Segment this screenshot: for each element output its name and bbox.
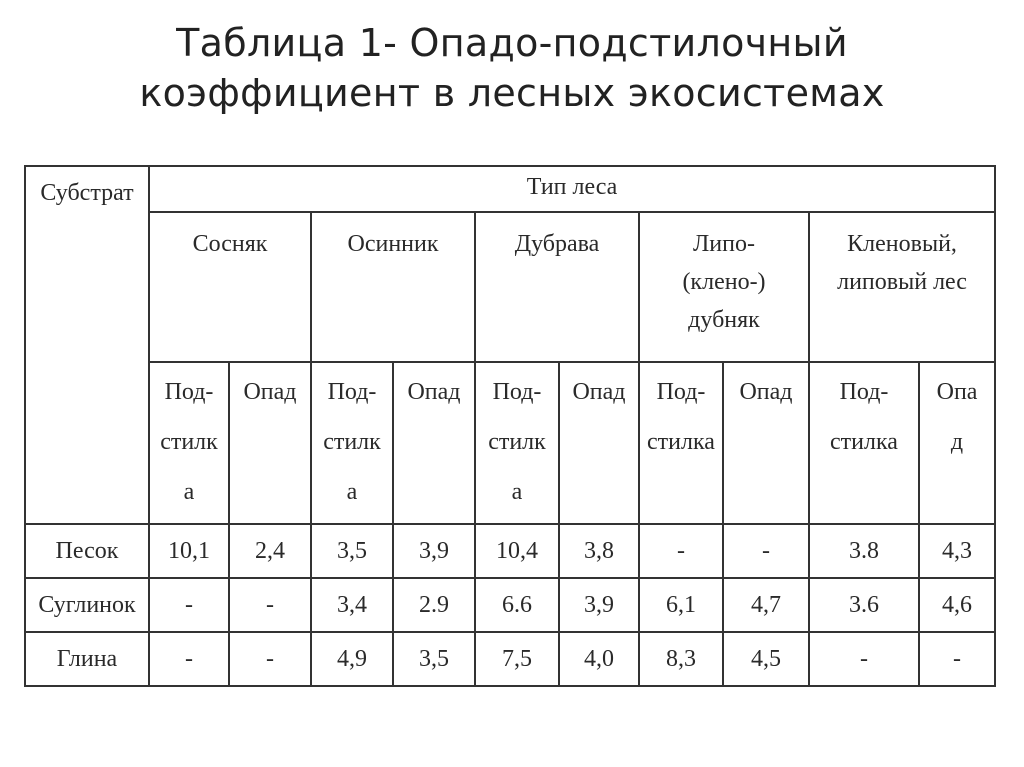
- subheader-line: а: [346, 479, 358, 505]
- forest-header-cell: Осинник: [311, 212, 475, 362]
- coefficient-table: [24, 165, 996, 687]
- substrate-header: Субстрат: [25, 166, 149, 524]
- table-cell: 4,5: [723, 632, 809, 686]
- row-label: Суглинок: [25, 578, 149, 632]
- subheader-cell: [919, 362, 995, 524]
- forest-header-cell: Сосняк: [149, 212, 311, 362]
- subheader-line: стилк: [160, 429, 218, 455]
- subheader-cell: [149, 362, 229, 524]
- subheader-cell: [393, 362, 475, 524]
- subheader-line: Опад: [243, 379, 297, 405]
- row-label: Песок: [25, 524, 149, 578]
- table-cell: -: [919, 632, 995, 686]
- subheader-cell: [723, 362, 809, 524]
- table-cell: 10,4: [475, 524, 559, 578]
- subheader-line: д: [950, 429, 964, 455]
- subheader-line: а: [183, 479, 195, 505]
- subheader-cell: [809, 362, 919, 524]
- row-label: Глина: [25, 632, 149, 686]
- table-row: [25, 632, 995, 686]
- table-cell: 3,5: [311, 524, 393, 578]
- table-cell: 3,5: [393, 632, 475, 686]
- table-cell: -: [723, 524, 809, 578]
- table-cell: 4,3: [919, 524, 995, 578]
- subheader-line: Под-: [839, 379, 889, 405]
- forest-header-cell: [639, 212, 809, 362]
- subheader-cell: [229, 362, 311, 524]
- subheader-line: Под-: [492, 379, 542, 405]
- coefficient-table-wrapper: [24, 165, 994, 675]
- table-cell: 2,4: [229, 524, 311, 578]
- forest-header-row: [25, 212, 995, 362]
- table-row: [25, 578, 995, 632]
- subheader-line: Опад: [407, 379, 461, 405]
- table-cell: 3.6: [809, 578, 919, 632]
- forest-header-cell: Дубрава: [475, 212, 639, 362]
- table-cell: -: [229, 578, 311, 632]
- subheader-cell: [639, 362, 723, 524]
- subheader-cell: [559, 362, 639, 524]
- subheader-cell: [475, 362, 559, 524]
- table-cell: 4,7: [723, 578, 809, 632]
- subheader-row: [25, 362, 995, 524]
- forest-header-line: липовый лес: [837, 269, 967, 295]
- table-cell: 6,1: [639, 578, 723, 632]
- forest-header-line: дубняк: [688, 307, 760, 333]
- table-cell: 3,9: [393, 524, 475, 578]
- table-cell: 4,9: [311, 632, 393, 686]
- subheader-line: Под-: [327, 379, 377, 405]
- subheader-line: стилка: [647, 429, 715, 455]
- table-cell: 8,3: [639, 632, 723, 686]
- table-cell: 3,8: [559, 524, 639, 578]
- subheader-line: стилка: [830, 429, 898, 455]
- table-cell: 6.6: [475, 578, 559, 632]
- forest-header-line: (клено-): [682, 269, 766, 295]
- subheader-line: Опа: [936, 379, 978, 405]
- table-cell: 3,4: [311, 578, 393, 632]
- subheader-line: а: [511, 479, 523, 505]
- forest-header-cell: [809, 212, 995, 362]
- table-cell: 7,5: [475, 632, 559, 686]
- subheader-line: Под-: [656, 379, 706, 405]
- subheader-line: Под-: [164, 379, 214, 405]
- table-cell: -: [229, 632, 311, 686]
- table-cell: 3.8: [809, 524, 919, 578]
- subheader-line: стилк: [323, 429, 381, 455]
- subheader-cell: [311, 362, 393, 524]
- subheader-line: Опад: [739, 379, 793, 405]
- forest-type-header: Тип леса: [149, 166, 995, 212]
- table-cell: -: [149, 578, 229, 632]
- subheader-line: Опад: [572, 379, 626, 405]
- table-row: [25, 524, 995, 578]
- slide-title-line-1: Таблица 1- Опадо-подстилочный: [176, 21, 848, 65]
- table-cell: -: [809, 632, 919, 686]
- table-cell: -: [149, 632, 229, 686]
- table-cell: 4,6: [919, 578, 995, 632]
- slide-title-line-2: коэффициент в лесных экосистемах: [139, 71, 885, 115]
- forest-header-line: Кленовый,: [847, 231, 957, 257]
- table-cell: -: [639, 524, 723, 578]
- table-body: [25, 524, 995, 686]
- table-cell: 4,0: [559, 632, 639, 686]
- subheader-line: стилк: [488, 429, 546, 455]
- table-cell: 10,1: [149, 524, 229, 578]
- table-cell: 3,9: [559, 578, 639, 632]
- forest-header-line: Липо-: [693, 231, 755, 257]
- slide-title: [60, 18, 964, 118]
- table-cell: 2.9: [393, 578, 475, 632]
